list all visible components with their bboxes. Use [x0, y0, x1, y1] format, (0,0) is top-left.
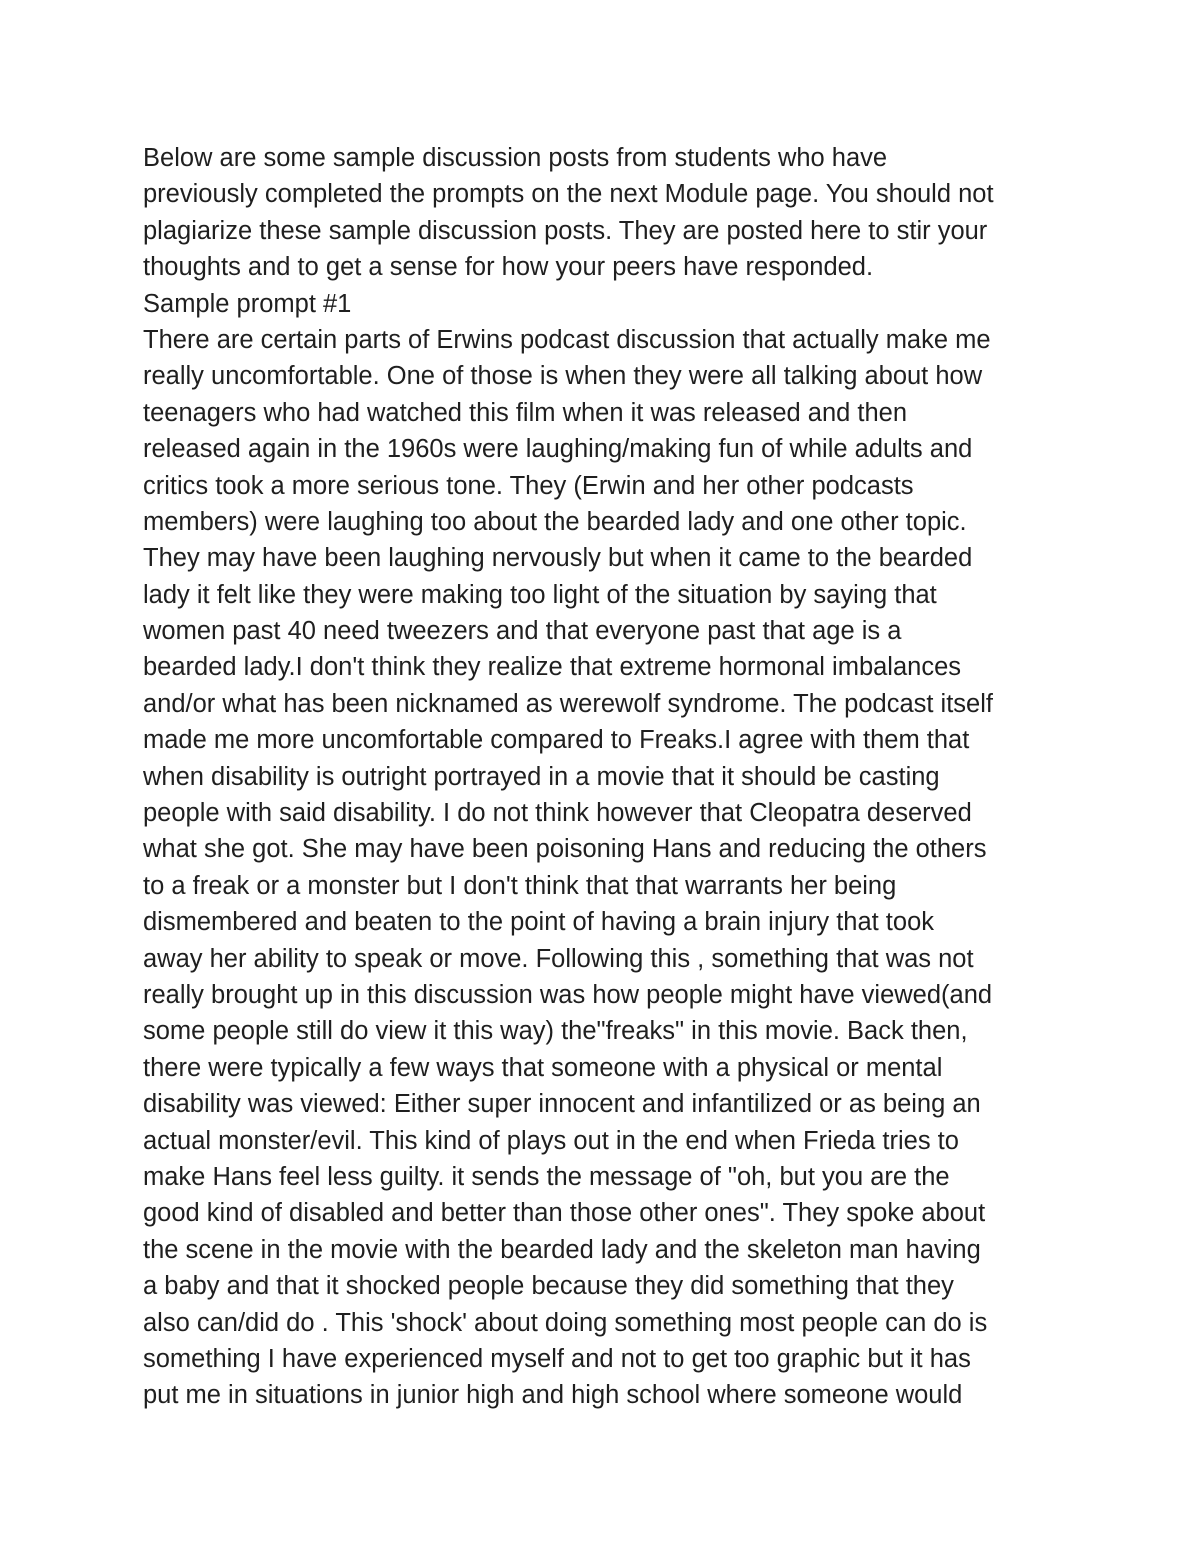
- text-line: what she got. She may have been poisoning Hans and reducing the others: [143, 835, 987, 864]
- text-line: a baby and that it shocked people because they did something that they: [143, 1272, 954, 1301]
- text-line: released again in the 1960s were laughing/making fun of while adults and: [143, 435, 973, 464]
- text-line: dismembered and beaten to the point of having a brain injury that took: [143, 908, 935, 937]
- text-line: away her ability to speak or move. Following this , something that was not: [143, 944, 974, 973]
- text-line: the scene in the movie with the bearded lady and the skeleton man having: [143, 1235, 981, 1264]
- text-line: and/or what has been nicknamed as werewolf syndrome. The podcast itself: [143, 689, 993, 718]
- text-line: to a freak or a monster but I don't think that that warrants her being: [143, 871, 897, 900]
- text-line: They may have been laughing nervously but when it came to the bearded: [143, 544, 973, 573]
- text-line: There are certain parts of Erwins podcast discussion that actually make me: [143, 325, 991, 354]
- text-line: previously completed the prompts on the next Module page. You should not: [143, 180, 994, 209]
- text-line: teenagers who had watched this film when it was released and then: [143, 398, 908, 427]
- text-line: put me in situations in junior high and high school where someone would: [143, 1381, 963, 1410]
- text-line: women past 40 need tweezers and that everyone past that age is a: [143, 617, 902, 646]
- text-line: bearded lady.I don't think they realize that extreme hormonal imbalances: [143, 653, 962, 682]
- document-body-text: [143, 140, 1103, 1414]
- text-line: something I have experienced myself and not to get too graphic but it has: [143, 1344, 971, 1373]
- text-line: members) were laughing too about the bearded lady and one other topic.: [143, 507, 967, 536]
- text-line: made me more uncomfortable compared to Freaks.I agree with them that: [143, 726, 970, 755]
- text-line: really uncomfortable. One of those is when they were all talking about how: [143, 362, 983, 391]
- text-line: some people still do view it this way) the"freaks" in this movie. Back then,: [143, 1017, 968, 1046]
- text-line: people with said disability. I do not think however that Cleopatra deserved: [143, 799, 972, 828]
- text-line: when disability is outright portrayed in a movie that it should be casting: [143, 762, 940, 791]
- text-line: thoughts and to get a sense for how your peers have responded.: [143, 253, 874, 282]
- text-line: critics took a more serious tone. They (Erwin and her other podcasts: [143, 471, 914, 500]
- text-line: good kind of disabled and better than those other ones". They spoke about: [143, 1199, 986, 1228]
- text-line: make Hans feel less guilty. it sends the message of "oh, but you are the: [143, 1162, 950, 1191]
- text-line: actual monster/evil. This kind of plays out in the end when Frieda tries to: [143, 1126, 959, 1155]
- text-line: also can/did do . This 'shock' about doing something most people can do is: [143, 1308, 988, 1337]
- text-line: lady it felt like they were making too light of the situation by saying that: [143, 580, 937, 609]
- section-heading-sample-prompt: Sample prompt #1: [143, 289, 352, 318]
- text-line: Below are some sample discussion posts from students who have: [143, 144, 888, 172]
- text-line: really brought up in this discussion was how people might have viewed(and: [143, 980, 993, 1009]
- text-line: disability was viewed: Either super innocent and infantilized or as being an: [143, 1090, 981, 1119]
- text-line: there were typically a few ways that someone with a physical or mental: [143, 1053, 943, 1082]
- text-line: plagiarize these sample discussion posts. They are posted here to stir your: [143, 216, 988, 245]
